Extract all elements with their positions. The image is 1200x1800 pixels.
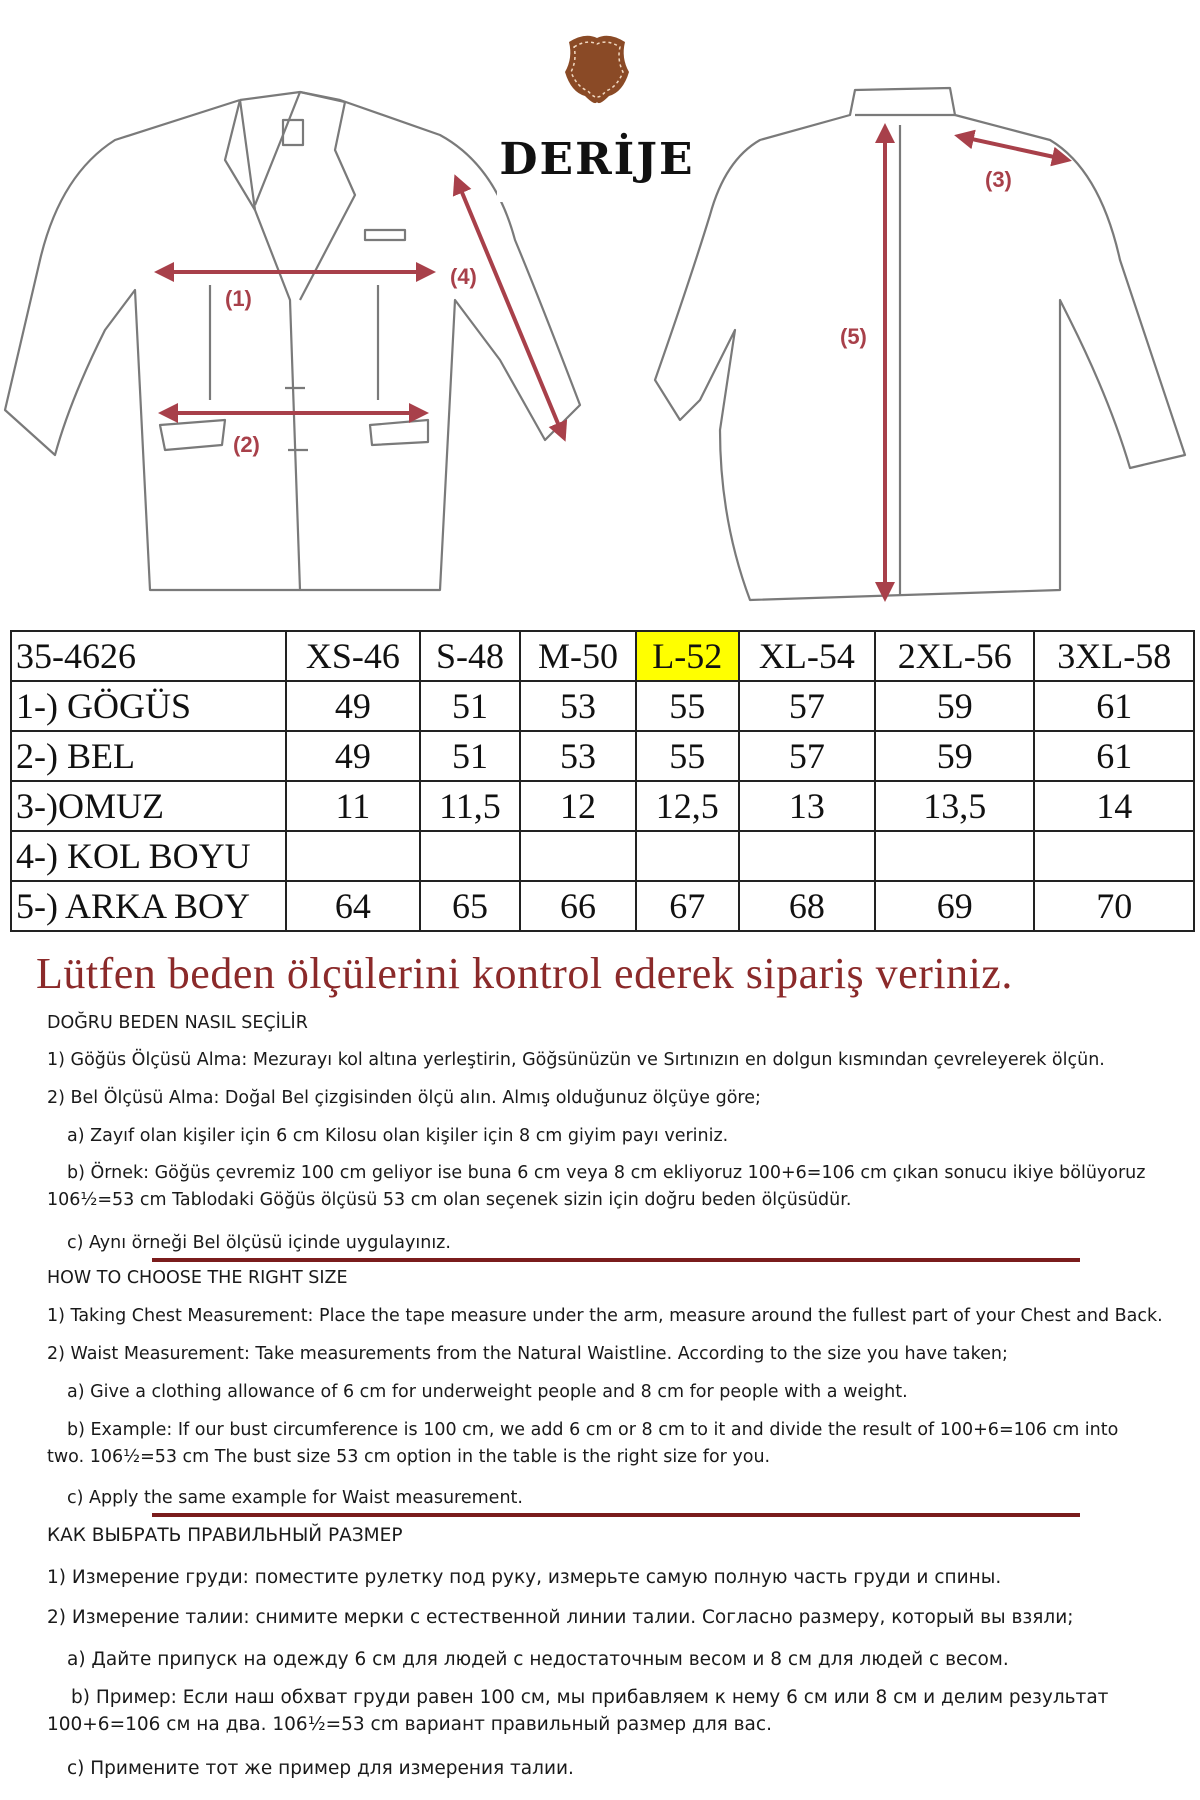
measurement-value-cell: 51 bbox=[420, 681, 520, 731]
measurement-row bbox=[11, 731, 1194, 781]
marker-shoulder-label: (3) bbox=[985, 167, 1012, 192]
measurement-value-cell bbox=[875, 831, 1034, 881]
guide-en-line-a: a) Give a clothing allowance of 6 cm for underweight people and 8 cm for people with a weight. bbox=[67, 1382, 908, 1402]
measurement-value-cell: 11 bbox=[286, 781, 420, 831]
measurement-row bbox=[11, 881, 1194, 931]
brand-name: DERİJE bbox=[499, 134, 695, 185]
measurement-value-cell: 67 bbox=[636, 881, 739, 931]
size-header-cell: L-52 bbox=[636, 631, 739, 681]
measurement-label-cell: 5-) ARKA BOY bbox=[11, 881, 286, 931]
guide-tr-line2: 2) Bel Ölçüsü Alma: Doğal Bel çizgisinden ölçü alın. Almış olduğunuz ölçüye göre; bbox=[47, 1088, 761, 1108]
measurement-value-cell: 57 bbox=[739, 681, 875, 731]
marker-sleeve-label: (4) bbox=[450, 264, 477, 289]
measurement-row bbox=[11, 781, 1194, 831]
measurement-value-cell bbox=[1034, 831, 1194, 881]
model-code-cell: 35-4626 bbox=[11, 631, 286, 681]
measurement-value-cell: 13,5 bbox=[875, 781, 1034, 831]
size-header-row bbox=[11, 631, 1194, 681]
guide-en-line-c: c) Apply the same example for Waist measurement. bbox=[67, 1488, 523, 1508]
jacket-back-outline bbox=[655, 88, 1185, 600]
measurement-value-cell: 49 bbox=[286, 681, 420, 731]
jacket-front-outline bbox=[5, 92, 580, 590]
measurement-value-cell: 68 bbox=[739, 881, 875, 931]
measurement-value-cell: 57 bbox=[739, 731, 875, 781]
guide-tr-line-a: a) Zayıf olan kişiler için 6 cm Kilosu olan kişiler için 8 cm giyim payı veriniz. bbox=[67, 1126, 729, 1146]
guide-ru-line-b: b) Пример: Если наш обхват груди равен 100 см, мы прибавляем к нему 6 см или 8 см и делим результат 100+6=106 см на два. 106½=53 cm вариант правильный размер для вас. bbox=[47, 1687, 1109, 1735]
guide-ru-line-a: a) Дайте припуск на одежду 6 см для людей с недостаточным весом и 8 см для людей с весом. bbox=[67, 1649, 1009, 1670]
measurement-value-cell: 12,5 bbox=[636, 781, 739, 831]
size-header-cell: XL-54 bbox=[739, 631, 875, 681]
measurement-row bbox=[11, 831, 1194, 881]
measurement-value-cell: 61 bbox=[1034, 731, 1194, 781]
measurement-value-cell bbox=[636, 831, 739, 881]
measurement-value-cell: 12 bbox=[520, 781, 636, 831]
guide-ru-line2: 2) Измерение талии: снимите мерки с естественной линии талии. Согласно размеру, который вы взяли; bbox=[47, 1607, 1074, 1628]
measurement-row bbox=[11, 681, 1194, 731]
measurement-label-cell: 4-) KOL BOYU bbox=[11, 831, 286, 881]
order-notice: Lütfen beden ölçülerini kontrol ederek sipariş veriniz. bbox=[36, 949, 1013, 998]
guide-ru-line1: 1) Измерение груди: поместите рулетку под руку, измерьте самую полную часть груди и спины. bbox=[47, 1567, 1002, 1588]
guide-tr-title: DOĞRU BEDEN NASIL SEÇİLİR bbox=[47, 1013, 308, 1033]
marker-waist-label: (2) bbox=[233, 432, 260, 457]
measurement-value-cell: 66 bbox=[520, 881, 636, 931]
measurement-value-cell: 55 bbox=[636, 731, 739, 781]
leather-hide-icon bbox=[557, 30, 637, 110]
measurement-value-cell bbox=[286, 831, 420, 881]
measurement-value-cell: 13 bbox=[739, 781, 875, 831]
guide-tr-line-c: c) Aynı örneği Bel ölçüsü içinde uygulayınız. bbox=[67, 1233, 451, 1253]
size-chart-table bbox=[10, 630, 1195, 932]
measurement-value-cell: 11,5 bbox=[420, 781, 520, 831]
guide-ru-title: КАК ВЫБРАТЬ ПРАВИЛЬНЫЙ РАЗМЕР bbox=[47, 1525, 403, 1546]
measurement-value-cell: 59 bbox=[875, 681, 1034, 731]
brand-logo bbox=[497, 22, 697, 202]
measurement-value-cell bbox=[420, 831, 520, 881]
measurement-value-cell: 69 bbox=[875, 881, 1034, 931]
measurement-value-cell: 65 bbox=[420, 881, 520, 931]
guide-en-title: HOW TO CHOOSE THE RIGHT SIZE bbox=[47, 1268, 348, 1288]
measurement-value-cell: 64 bbox=[286, 881, 420, 931]
size-header-cell: M-50 bbox=[520, 631, 636, 681]
measurement-value-cell: 53 bbox=[520, 681, 636, 731]
measurement-label-cell: 1-) GÖGÜS bbox=[11, 681, 286, 731]
guide-en-line-b: b) Example: If our bust circumference is 100 cm, we add 6 cm or 8 cm to it and divide the result of 100+6=106 cm into two. 106½=53 cm The bust size 53 cm option in the table is the right size for you. bbox=[47, 1420, 1119, 1467]
measurement-value-cell: 55 bbox=[636, 681, 739, 731]
measurement-value-cell: 49 bbox=[286, 731, 420, 781]
guide-tr-line-b: b) Örnek: Göğüs çevremiz 100 cm geliyor ise buna 6 cm veya 8 cm ekliyoruz 100+6=106 cm çıkan sonucu ikiye bölüyoruz 106½=53 cm Tablodaki Göğüs ölçüsü 53 cm olan seçenek sizin için doğru beden ölçüsüdür. bbox=[47, 1163, 1146, 1210]
measurement-value-cell: 53 bbox=[520, 731, 636, 781]
measurement-label-cell: 2-) BEL bbox=[11, 731, 286, 781]
section-divider bbox=[152, 1258, 1080, 1262]
measurement-value-cell: 70 bbox=[1034, 881, 1194, 931]
guide-en-line1: 1) Taking Chest Measurement: Place the tape measure under the arm, measure around the fullest part of your Chest and Back. bbox=[47, 1306, 1163, 1326]
marker-chest-label: (1) bbox=[225, 286, 252, 311]
size-header-cell: 3XL-58 bbox=[1034, 631, 1194, 681]
section-divider bbox=[152, 1513, 1080, 1517]
measurement-value-cell: 59 bbox=[875, 731, 1034, 781]
measurement-value-cell: 51 bbox=[420, 731, 520, 781]
size-header-cell: XS-46 bbox=[286, 631, 420, 681]
guide-ru-line-c: c) Примените тот же пример для измерения талии. bbox=[67, 1758, 574, 1779]
measurement-value-cell bbox=[520, 831, 636, 881]
measurement-value-cell: 61 bbox=[1034, 681, 1194, 731]
measurement-label-cell: 3-)OMUZ bbox=[11, 781, 286, 831]
size-header-cell: S-48 bbox=[420, 631, 520, 681]
measurement-value-cell: 14 bbox=[1034, 781, 1194, 831]
guide-en-line2: 2) Waist Measurement: Take measurements from the Natural Waistline. According to the size you have taken; bbox=[47, 1344, 1008, 1364]
marker-back-label: (5) bbox=[840, 324, 867, 349]
guide-tr-line1: 1) Göğüs Ölçüsü Alma: Mezurayı kol altına yerleştirin, Göğsünüzün ve Sırtınızın en dolgun kısmından çevreleyerek ölçün. bbox=[47, 1050, 1105, 1070]
measurement-value-cell bbox=[739, 831, 875, 881]
size-header-cell: 2XL-56 bbox=[875, 631, 1034, 681]
